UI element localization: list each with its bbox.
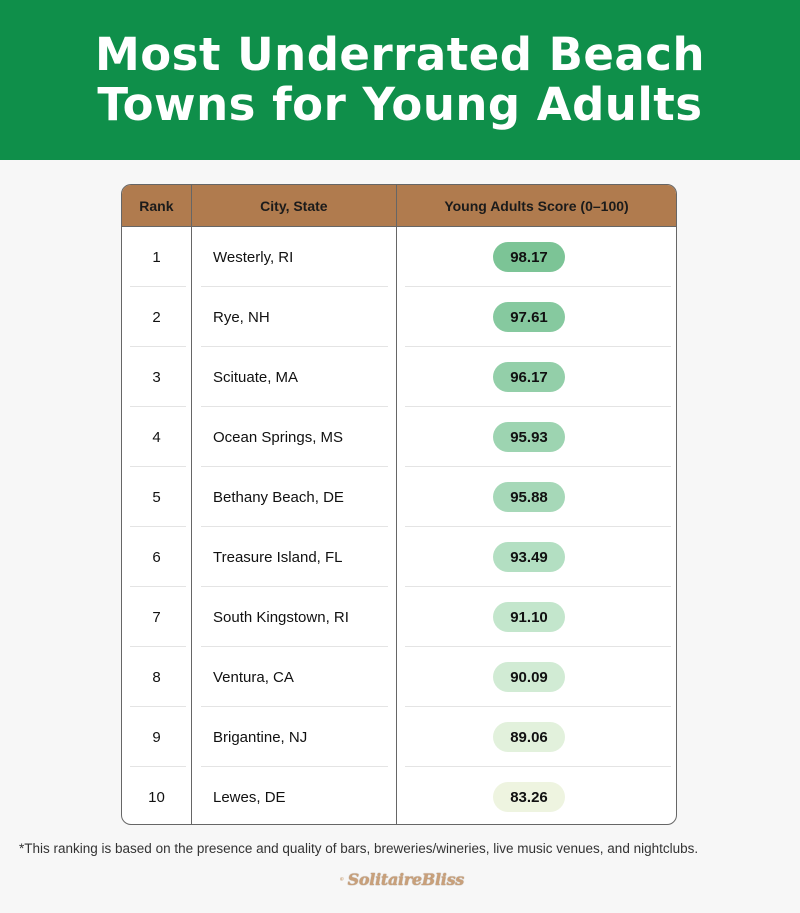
table-row	[122, 527, 676, 587]
page-title-line-1: Most Underrated Beach	[94, 28, 706, 81]
table-row	[122, 467, 676, 527]
score-cell	[396, 647, 676, 707]
rank-cell: 6	[152, 548, 161, 566]
score-cell	[396, 467, 676, 527]
table-header-row	[122, 185, 676, 227]
score-badge: 89.06	[493, 722, 565, 752]
table-body	[122, 227, 676, 825]
city-cell: Ocean Springs, MS	[213, 428, 344, 446]
table-row	[122, 407, 676, 467]
table-row	[122, 707, 676, 767]
score-cell	[396, 347, 676, 407]
table-row	[122, 767, 676, 825]
page-title-line-2: Towns for Young Adults	[97, 78, 703, 131]
table-row	[122, 287, 676, 347]
rank-cell: 9	[152, 728, 161, 746]
page-header	[0, 0, 800, 160]
score-cell	[396, 407, 676, 467]
score-badge: 95.93	[493, 422, 565, 452]
score-badge: 93.49	[493, 542, 565, 572]
rank-cell: 2	[152, 308, 161, 326]
city-cell: Lewes, DE	[213, 788, 286, 806]
cards-icon	[340, 870, 344, 888]
column-header-rank: Rank	[122, 185, 192, 226]
table-row	[122, 227, 676, 287]
score-badge: 98.17	[493, 242, 565, 272]
brand-logo-text: SolitaireBliss	[347, 869, 464, 889]
table-row	[122, 347, 676, 407]
rank-cell: 3	[152, 368, 161, 386]
rank-cell: 1	[152, 248, 161, 266]
column-header-city: City, State	[192, 185, 397, 226]
score-cell	[396, 227, 676, 287]
score-cell	[396, 287, 676, 347]
score-badge: 95.88	[493, 482, 565, 512]
score-cell	[396, 527, 676, 587]
score-badge: 90.09	[493, 662, 565, 692]
rank-cell: 5	[152, 488, 161, 506]
city-cell: South Kingstown, RI	[213, 608, 349, 626]
city-cell: Ventura, CA	[213, 668, 294, 686]
city-cell: Treasure Island, FL	[213, 548, 343, 566]
rank-cell: 7	[152, 608, 161, 626]
rank-cell: 8	[152, 668, 161, 686]
column-header-score: Young Adults Score (0–100)	[444, 197, 629, 214]
score-badge: 96.17	[493, 362, 565, 392]
score-badge: 91.10	[493, 602, 565, 632]
score-badge: 97.61	[493, 302, 565, 332]
city-cell: Scituate, MA	[213, 368, 299, 386]
rank-cell: 10	[148, 788, 165, 806]
score-cell	[396, 587, 676, 647]
brand-logo	[340, 866, 464, 892]
city-cell: Brigantine, NJ	[213, 728, 308, 746]
score-cell	[396, 707, 676, 767]
score-cell	[396, 767, 676, 825]
city-cell: Westerly, RI	[213, 248, 294, 266]
table-row	[122, 647, 676, 707]
ranking-table	[121, 184, 677, 825]
table-row	[122, 587, 676, 647]
rank-cell: 4	[152, 428, 161, 446]
footnote: *This ranking is based on the presence and quality of bars, breweries/wineries, live music venues, and nightclubs.	[19, 841, 699, 856]
city-cell: Bethany Beach, DE	[213, 488, 344, 506]
city-cell: Rye, NH	[213, 308, 270, 326]
score-badge: 83.26	[493, 782, 565, 812]
